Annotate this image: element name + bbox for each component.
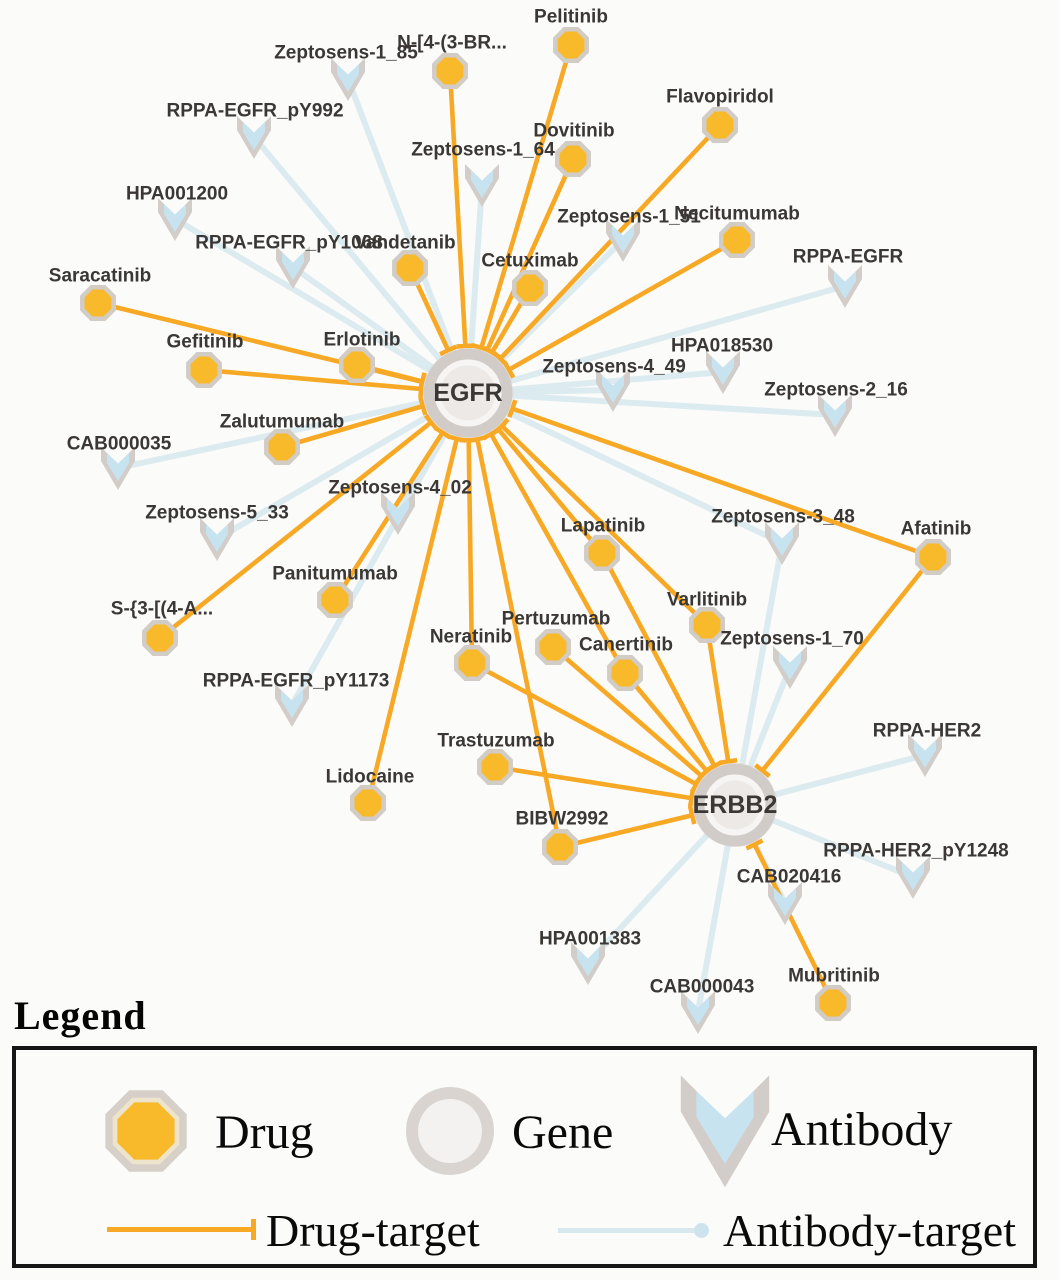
drug-node-afatinib <box>917 541 948 572</box>
antibody-legend-icon <box>665 1068 785 1198</box>
drug-node-bibw2992 <box>544 831 575 862</box>
antibody-label-rppa-egfr-py1173: RPPA-EGFR_pY1173 <box>202 670 390 692</box>
drug-label-bibw2992: BIBW2992 <box>515 808 609 830</box>
drug-node-gefitinib <box>188 354 219 385</box>
drug-node-pelitinib <box>555 29 586 60</box>
drug-node-dovitinib <box>557 143 588 174</box>
drug-label-flavopiridol: Flavopiridol <box>666 86 774 108</box>
drug-legend-label: Drug <box>215 1106 314 1159</box>
drug-label-cetuximab: Cetuximab <box>481 250 579 272</box>
antibody-label-zeptosens-2-16: Zeptosens-2_16 <box>764 379 908 401</box>
drug-label-zalutumumab: Zalutumumab <box>219 411 345 433</box>
antibody-label-rppa-egfr-py1068: RPPA-EGFR_pY1068 <box>195 232 383 254</box>
gene-legend-label: Gene <box>512 1106 614 1159</box>
drug-node-lidocaine <box>352 787 383 818</box>
antibody-node-rppa-her2-py1248 <box>896 856 930 899</box>
drug-legend-icon <box>96 1081 196 1181</box>
drug-node-s-3-4-a <box>144 622 175 653</box>
gene-legend-icon <box>405 1086 495 1176</box>
drug-node-n-4-3-br <box>434 55 465 86</box>
antibody-label-zeptosens-1-51: Zeptosens-1_51 <box>557 206 701 228</box>
edge-drug-n-4-3-br-egfr <box>450 71 465 346</box>
drug-node-varlitinib <box>691 609 722 640</box>
drug-node-mubritinib <box>817 987 848 1018</box>
drug-node-flavopiridol <box>704 109 735 140</box>
drug-node-neratinib <box>456 647 487 678</box>
antibody-label-cab000043: CAB000043 <box>649 976 755 998</box>
gene-label-erbb2: ERBB2 <box>692 791 778 819</box>
antibody-node-zeptosens-1-85 <box>331 58 365 101</box>
drug-node-lapatinib <box>586 537 617 568</box>
drug-target-legend-label: Drug-target <box>266 1205 480 1256</box>
drug-label-vandetanib: Vandetanib <box>354 232 456 254</box>
legend-title: Legend <box>14 993 147 1038</box>
antibody-label-zeptosens-1-64: Zeptosens-1_64 <box>411 139 555 161</box>
drug-label-neratinib: Neratinib <box>429 626 513 648</box>
drug-node-saracatinib <box>82 287 113 318</box>
antibody-label-zeptosens-4-49: Zeptosens-4_49 <box>542 356 686 378</box>
antibody-label-hpa001200: HPA001200 <box>125 183 229 205</box>
drug-node-panitumumab <box>319 584 350 615</box>
drug-label-mubritinib: Mubritinib <box>788 965 880 987</box>
drug-target-legend-tee <box>251 1219 256 1240</box>
antibody-label-zeptosens-1-85: Zeptosens-1_85 <box>274 42 418 64</box>
antibody-label-rppa-her2-py1248: RPPA-HER2_pY1248 <box>823 840 1009 862</box>
drug-node-erlotinib <box>341 349 372 380</box>
drug-label-dovitinib: Dovitinib <box>533 120 615 142</box>
antibody-label-zeptosens-1-70: Zeptosens-1_70 <box>720 628 864 650</box>
drug-label-n-4-3-br: N-[4-(3-BR... <box>397 32 507 54</box>
edge-antibody-zeptosens-4-49-egfr <box>507 390 613 392</box>
drug-node-pertuzumab <box>537 631 568 662</box>
drug-label-s-3-4-a: S-{3-[(4-A... <box>110 598 214 620</box>
antibody-label-rppa-her2: RPPA-HER2 <box>872 720 982 742</box>
antibody-label-zeptosens-4-02: Zeptosens-4_02 <box>328 477 472 499</box>
drug-label-pertuzumab: Pertuzumab <box>501 608 611 630</box>
antibody-node-hpa018530 <box>706 351 740 394</box>
drug-target-legend-line <box>107 1227 253 1232</box>
gene-label-egfr: EGFR <box>433 379 503 407</box>
drug-node-zalutumumab <box>266 431 297 462</box>
drug-node-necitumumab <box>721 224 752 255</box>
drug-label-panitumumab: Panitumumab <box>272 563 398 585</box>
drug-node-trastuzumab <box>479 751 510 782</box>
antibody-label-zeptosens-5-33: Zeptosens-5_33 <box>145 502 289 524</box>
drug-label-erlotinib: Erlotinib <box>323 329 401 351</box>
drug-edge-tee-varlitinib <box>719 760 737 763</box>
drug-label-afatinib: Afatinib <box>900 518 972 540</box>
antibody-label-rppa-egfr: RPPA-EGFR <box>792 246 904 268</box>
antibody-node-zeptosens-3-48 <box>765 522 799 565</box>
drug-node-cetuximab <box>514 272 545 303</box>
antibody-target-legend-label: Antibody-target <box>723 1205 1016 1256</box>
antibody-node-zeptosens-1-70 <box>773 646 807 689</box>
drug-label-trastuzumab: Trastuzumab <box>437 730 555 752</box>
antibody-node-zeptosens-1-64 <box>465 164 499 207</box>
edge-drug-trastuzumab-erbb2 <box>495 767 692 798</box>
edge-antibody-rppa-her2-erbb2 <box>770 755 925 796</box>
antibody-label-hpa001383: HPA001383 <box>538 928 642 950</box>
edge-antibody-zeptosens-1-64-egfr <box>471 185 482 354</box>
drug-node-canertinib <box>609 657 640 688</box>
antibody-node-cab020416 <box>768 882 802 925</box>
antibody-node-rppa-egfr <box>828 265 862 308</box>
drug-node-vandetanib <box>394 252 425 283</box>
drug-label-necitumumab: Necitumumab <box>674 203 800 225</box>
antibody-legend-label: Antibody <box>771 1103 953 1156</box>
antibody-node-zeptosens-5-33 <box>200 518 234 561</box>
drug-label-varlitinib: Varlitinib <box>666 589 748 611</box>
gene-inner <box>418 1099 482 1163</box>
drug-label-canertinib: Canertinib <box>579 634 673 656</box>
drug-edge-tee-n-4-3-br <box>456 346 474 347</box>
drug-label-saracatinib: Saracatinib <box>48 265 152 287</box>
antibody-target-legend-line <box>558 1228 700 1233</box>
drug-label-gefitinib: Gefitinib <box>166 331 244 353</box>
drug-label-pelitinib: Pelitinib <box>534 6 608 28</box>
drug-label-lapatinib: Lapatinib <box>560 515 646 537</box>
antibody-label-cab020416: CAB020416 <box>736 866 842 888</box>
antibody-label-zeptosens-3-48: Zeptosens-3_48 <box>711 506 855 528</box>
antibody-target-legend-dot <box>694 1223 709 1238</box>
antibody-label-rppa-egfr-py992: RPPA-EGFR_pY992 <box>166 100 344 122</box>
drug-label-lidocaine: Lidocaine <box>325 766 415 788</box>
antibody-label-hpa018530: HPA018530 <box>670 335 774 357</box>
antibody-label-cab000035: CAB000035 <box>66 433 172 455</box>
drug-octagon-fill <box>117 1102 174 1159</box>
